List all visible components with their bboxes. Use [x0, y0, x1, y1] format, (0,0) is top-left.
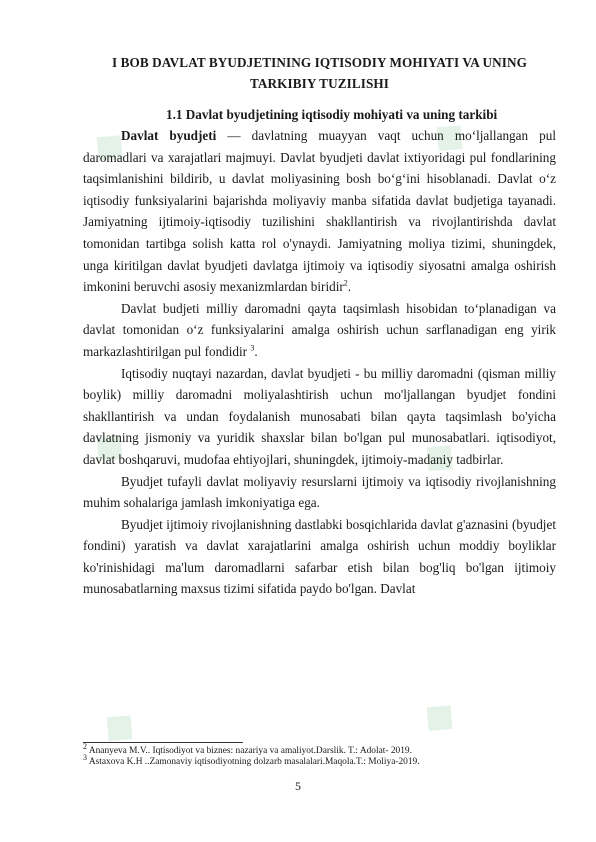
watermark-mark: ◆ — [406, 685, 469, 746]
paragraph — [83, 125, 556, 298]
paragraph-text: Byudjet tufayli davlat moliyaviy resurslarni ijtimoiy va iqtisodiy rivojlanishning muhim sohalariga jamlash imkoniyatiga ega. — [83, 473, 556, 511]
page-body — [83, 52, 556, 600]
footnote-item — [83, 752, 556, 768]
chapter-title: I BOB DAVLAT BYUDJETINING IQTISODIY MOHIYATI VA UNING TARKIBIY TUZILISHI — [111, 55, 528, 91]
footnote-divider — [83, 742, 243, 743]
paragraph-text: Iqtisodiy nuqtayi nazardan, davlat byudjeti - bu milliy daromadni (qisman milliy boylik) milliy daromadni moliyalashtirish uchun mo'ljallangan byudjet fondini shakllantirish va undan foydalanish munosabati bilan qayta taqsimlash bo'yicha davlatning jismoniy va yuridik shaxslar bilan bo'lgan pul munosabatlari. iqtisodiyot, davlat boshqaruvi, mudofaa ehtiyojlari, shuningdek, ijtimoiy-madaniy tadbirlar. — [83, 365, 556, 467]
watermark-mark: ◆ — [76, 115, 139, 176]
paragraph — [83, 363, 556, 471]
paragraph-tail: . — [254, 343, 258, 359]
watermark-mark: ◆ — [86, 695, 149, 756]
paragraph — [83, 514, 556, 600]
footnote-text: Ananyeva M.V.. Iqtisodiyot va biznes: nazariya va amaliyot.Darslik. T.: Adolat- 2019. — [87, 746, 412, 756]
footnote-number: 2 — [83, 741, 87, 751]
watermark-mark: ◆ — [76, 415, 139, 476]
paragraph — [83, 471, 556, 514]
paragraph-text: Byudjet ijtimoiy rivojlanishning dastlabki bosqichlarida davlat g'aznasini (byudjet fondini) yaratish va davlat xarajatlarini amalga oshirish uchun moddiy boyliklar ko'rinishidagi ma'lum daromadlarni safarbar etish bilan bog'liq bo'lgan ijtimoiy munosabatlarning maxsus tizimi sifatida paydo bo'lgan. Davlat — [83, 516, 556, 597]
footnote-ref[interactable]: 2 — [343, 278, 348, 288]
footnote-ref[interactable]: 3 — [250, 343, 255, 353]
footnote-text: Astaxova K.H ..Zamonaviy iqtisodiyotning dolzarb masalalari.Maqola.T.: Moliya-2019. — [87, 757, 420, 767]
paragraph-tail: . — [347, 279, 352, 295]
watermark-mark: ◆ — [416, 105, 479, 166]
section-title: 1.1 Davlat byudjetining iqtisodiy mohiyati va uning tarkibi — [166, 107, 498, 122]
footnote-item — [83, 741, 556, 757]
footnote-number: 3 — [83, 752, 87, 762]
paragraph-text: — davlatning muayyan vaqt uchun mo‘ljallangan pul daromadlari va xarajatlari majmuyi. Davlat byudjeti davlat ixtiyoridagi pul fondlarining taqsimlanishini bildirib, u davlat moliyasining bosh bo‘g‘ini hisoblanadi. Davlat o‘z iqtisodiy funksiyalarini bajarishda moliyaviy manba sifatida davlat budjetiga tayanadi. Jamiyatning ijtimoiy-iqtisodiy tuzilishini shakllantirish va rivojlantirishda davlat tomonidan tartibga solish katta rol o'ynaydi. Jamiyatning moliya tizimi, shuningdek, unga kiritilgan davlat byudjeti davlatga ijtimoiy va iqtisodiy siyosatni amalga oshirish imkonini beruvchi asosiy mexanizmlardan biridir — [83, 128, 556, 295]
paragraph — [83, 298, 556, 363]
footnotes — [83, 741, 556, 768]
term-bold: Davlat byudjeti — [121, 128, 217, 143]
paragraph-text: Davlat budjeti milliy daromadni qayta taqsimlash hisobidan to‘planadigan va davlat tomonidan o‘z funksiyalarini amalga oshirish uchun sarflanadigan eng yirik markazlashtirilgan pul fondidir — [83, 300, 556, 359]
watermark-mark: ◆ — [406, 425, 469, 486]
page-number: 5 — [295, 779, 301, 793]
